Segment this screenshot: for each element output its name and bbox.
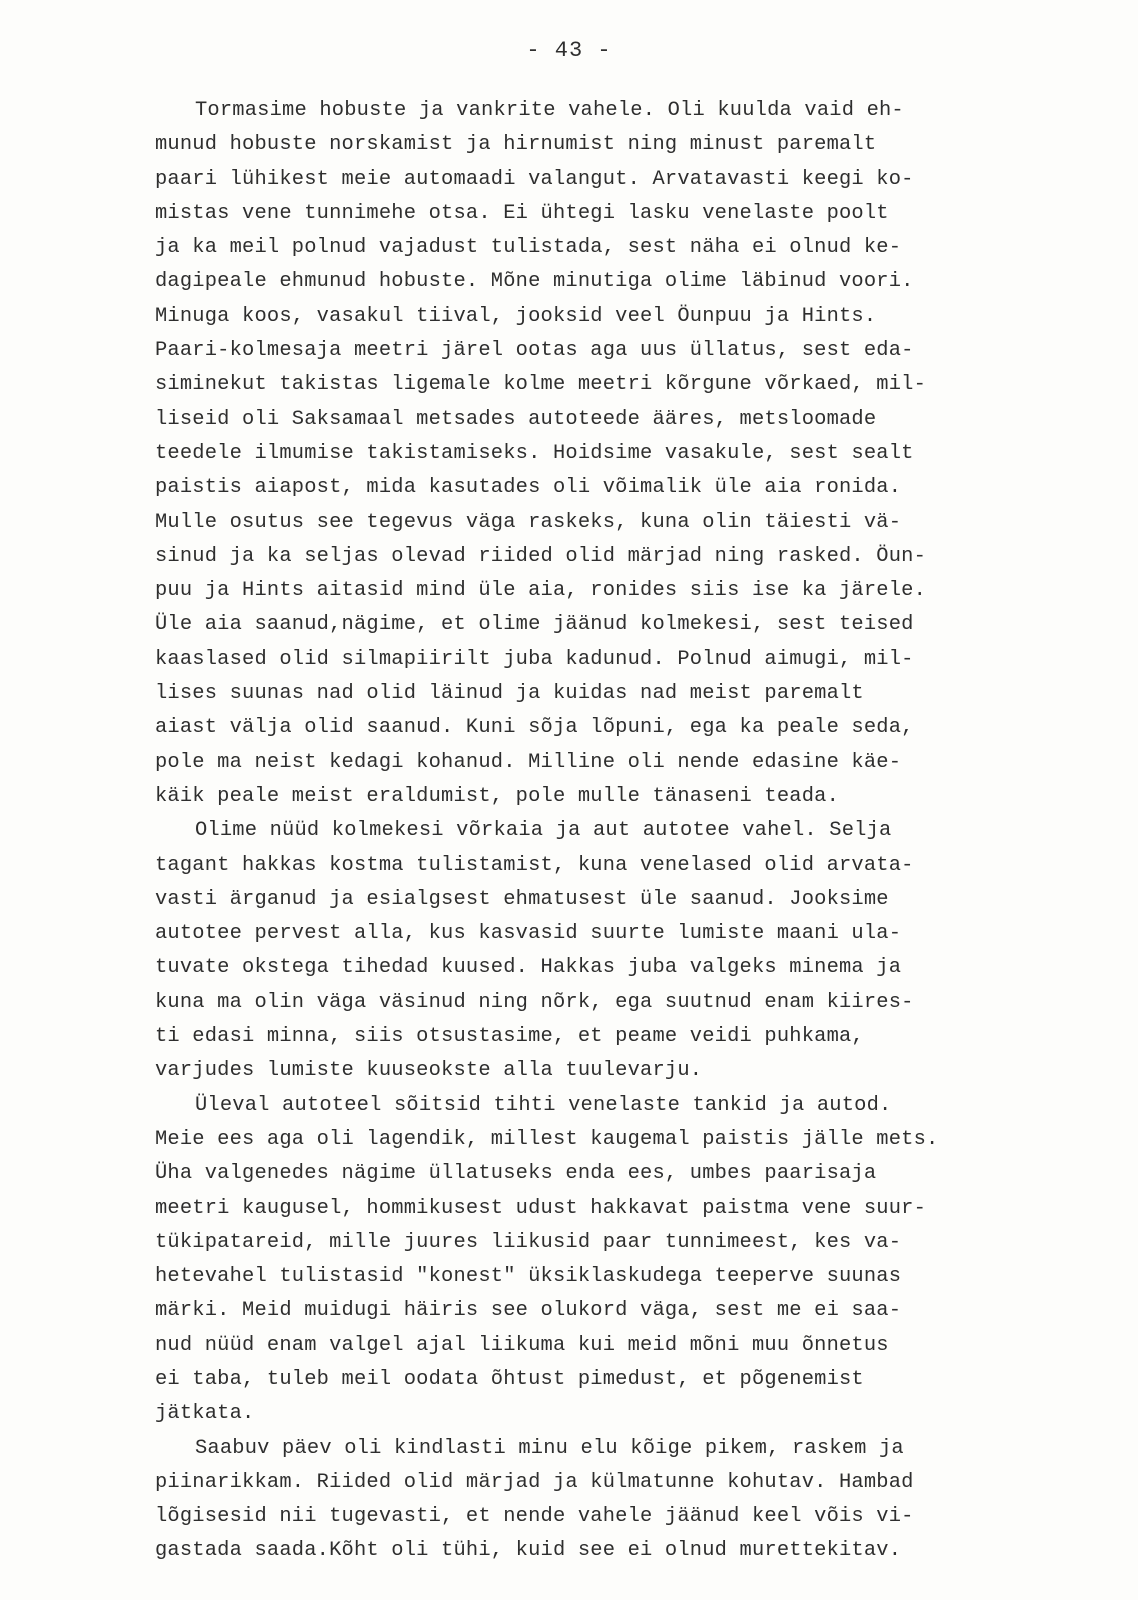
text-line: ti edasi minna, siis otsustasime, et peame veidi puhkama, — [155, 1025, 864, 1049]
text-line: Saabuv päev oli kindlasti minu elu kõige pikem, raskem ja — [195, 1436, 904, 1460]
text-line: varjudes lumiste kuuseokste alla tuulevarju. — [155, 1059, 703, 1083]
text-line: sinud ja ka seljas olevad riided olid märjad ning rasked. Öun- — [155, 544, 927, 568]
page-number: - 43 - — [526, 38, 612, 63]
text-line: lises suunas nad olid läinud ja kuidas nad meist paremalt — [155, 682, 864, 706]
text-line: paari lühikest meie automaadi valangut. Arvatavasti keegi ko- — [155, 167, 914, 191]
text-line: jätkata. — [155, 1402, 255, 1426]
text-line: lõgisesid nii tugevasti, et nende vahele jäänud keel võis vi- — [155, 1505, 914, 1529]
text-line: mistas vene tunnimehe otsa. Ei ühtegi lasku venelaste poolt — [155, 201, 889, 225]
text-line: kuna ma olin väga väsinud ning nõrk, ega suutnud enam kiires- — [155, 990, 914, 1014]
text-line: vasti ärganud ja esialgsest ehmatusest üle saanud. Jooksime — [155, 887, 889, 911]
text-line: hetevahel tulistasid "konest" üksiklaskudega teeperve suunas — [155, 1265, 902, 1289]
text-line: Paari-kolmesaja meetri järel ootas aga uus üllatus, sest eda- — [155, 339, 914, 363]
text-line: teedele ilmumise takistamiseks. Hoidsime vasakule, sest sealt — [155, 441, 914, 465]
text-line: siminekut takistas ligemale kolme meetri kõrgune võrkaed, mil- — [155, 373, 927, 397]
text-line: tagant hakkas kostma tulistamist, kuna venelased olid arvata- — [155, 853, 914, 877]
text-line: pole ma neist kedagi kohanud. Milline oli nende edasine käe- — [155, 750, 902, 774]
text-line: Üha valgenedes nägime üllatuseks enda ees, umbes paarisaja — [155, 1162, 877, 1186]
text-line: tükipatareid, mille juures liikusid paar tunnimeest, kes va- — [155, 1230, 902, 1254]
text-line: käik peale meist eraldumist, pole mulle tänaseni teada. — [155, 784, 840, 808]
text-line: autotee pervest alla, kus kasvasid suurte lumiste maani ula- — [155, 922, 902, 946]
text-line: ja ka meil polnud vajadust tulistada, sest näha ei olnud ke- — [155, 236, 902, 260]
text-line: Meie ees aga oli lagendik, millest kaugemal paistis jälle mets. — [155, 1127, 939, 1151]
text-line: gastada saada.Kõht oli tühi, kuid see ei olnud murettekitav. — [155, 1539, 902, 1563]
text-line: munud hobuste norskamist ja hirnumist ning minust paremalt — [155, 133, 877, 157]
text-line: aiast välja olid saanud. Kuni sõja lõpuni, ega ka peale seda, — [155, 716, 914, 740]
text-line: Üle aia saanud,nägime, et olime jäänud kolmekesi, sest teised — [155, 613, 914, 637]
text-line: tuvate okstega tihedad kuused. Hakkas juba valgeks minema ja — [155, 956, 902, 980]
body-text — [155, 94, 1035, 1569]
text-line: liseid oli Saksamaal metsades autoteede ääres, metsloomade — [155, 407, 877, 431]
text-line: Üleval autoteel sõitsid tihti venelaste tankid ja autod. — [195, 1093, 892, 1117]
text-line: meetri kaugusel, hommikusest udust hakkavat paistma vene suur- — [155, 1196, 927, 1220]
text-line: nud nüüd enam valgel ajal liikuma kui meid mõni muu õnnetus — [155, 1333, 889, 1357]
text-line: kaaslased olid silmapiirilt juba kadunud. Polnud aimugi, mil- — [155, 647, 914, 671]
text-line: piinarikkam. Riided olid märjad ja külmatunne kohutav. Hambad — [155, 1470, 914, 1494]
text-line: dagipeale ehmunud hobuste. Mõne minutiga olime läbinud voori. — [155, 270, 914, 294]
text-line: ei taba, tuleb meil oodata õhtust pimedust, et põgenemist — [155, 1367, 864, 1391]
text-line: Tormasime hobuste ja vankrite vahele. Oli kuulda vaid eh- — [195, 99, 904, 122]
text-line: Olime nüüd kolmekesi võrkaia ja aut autotee vahel. Selja — [195, 819, 892, 843]
text-line: Minuga koos, vasakul tiival, jooksid veel Öunpuu ja Hints. — [155, 304, 877, 328]
text-line: paistis aiapost, mida kasutades oli võimalik üle aia ronida. — [155, 476, 902, 500]
text-line: puu ja Hints aitasid mind üle aia, ronides siis ise ka järele. — [155, 579, 927, 603]
text-line: Mulle osutus see tegevus väga raskeks, kuna olin täiesti vä- — [155, 510, 902, 534]
text-line: märki. Meid muidugi häiris see olukord väga, sest me ei saa- — [155, 1299, 902, 1323]
